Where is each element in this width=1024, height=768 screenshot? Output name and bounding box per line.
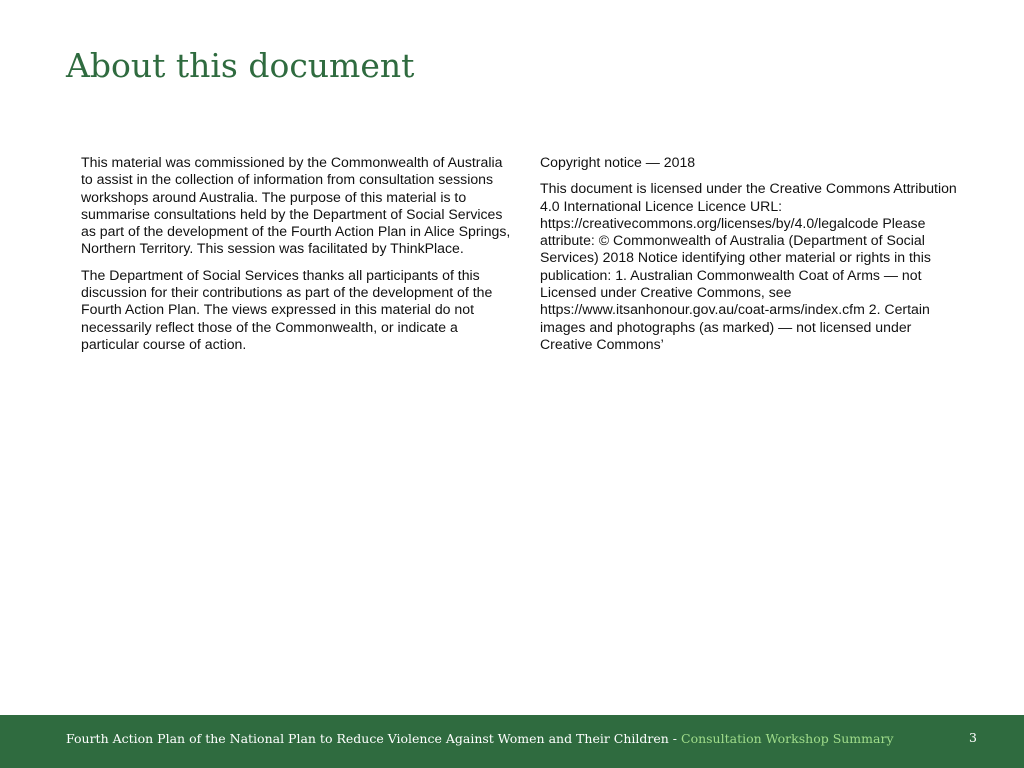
page-number: 3: [969, 730, 977, 745]
footer-title: Fourth Action Plan of the National Plan to Reduce Violence Against Women and Their Children -: [66, 731, 681, 746]
page-title: About this document: [66, 46, 415, 85]
footer-text: [66, 731, 894, 747]
footer-bar: [0, 715, 1024, 768]
right-column: [540, 154, 960, 362]
commission-paragraph: This material was commissioned by the Commonwealth of Australia to assist in the collection of information from consultation sessions workshops around Australia. The purpose of this material is to summarise consultations held by the Department of Social Services as part of the development of the Fourth Action Plan in Alice Springs, Northern Territory. This session was facilitated by ThinkPlace.: [81, 154, 511, 257]
left-column: [81, 154, 513, 362]
license-paragraph: This document is licensed under the Creative Commons Attribution 4.0 International Licence Licence URL: https://creativecommons.org/licenses/by/4.0/legalcode Please attribute: © Commonwealth of Australia (Department of Social Services) 2018 Notice identifying other material or rights in this publication: 1. Australian Commonwealth Coat of Arms — not Licensed under Creative Commons, see https://www.itsanhonour.gov.au/coat-arms/index.cfm 2. Certain images and photographs (as marked) — not licensed under Creative Commons’: [540, 180, 957, 352]
footer-subtitle: Consultation Workshop Summary: [681, 731, 894, 746]
copyright-heading: Copyright notice — 2018: [540, 154, 696, 170]
acknowledgement-paragraph: The Department of Social Services thanks all participants of this discussion for their contributions as part of the development of the Fourth Action Plan. The views expressed in this material do not necessarily reflect those of the Commonwealth, or indicate a particular course of action.: [81, 266, 493, 352]
